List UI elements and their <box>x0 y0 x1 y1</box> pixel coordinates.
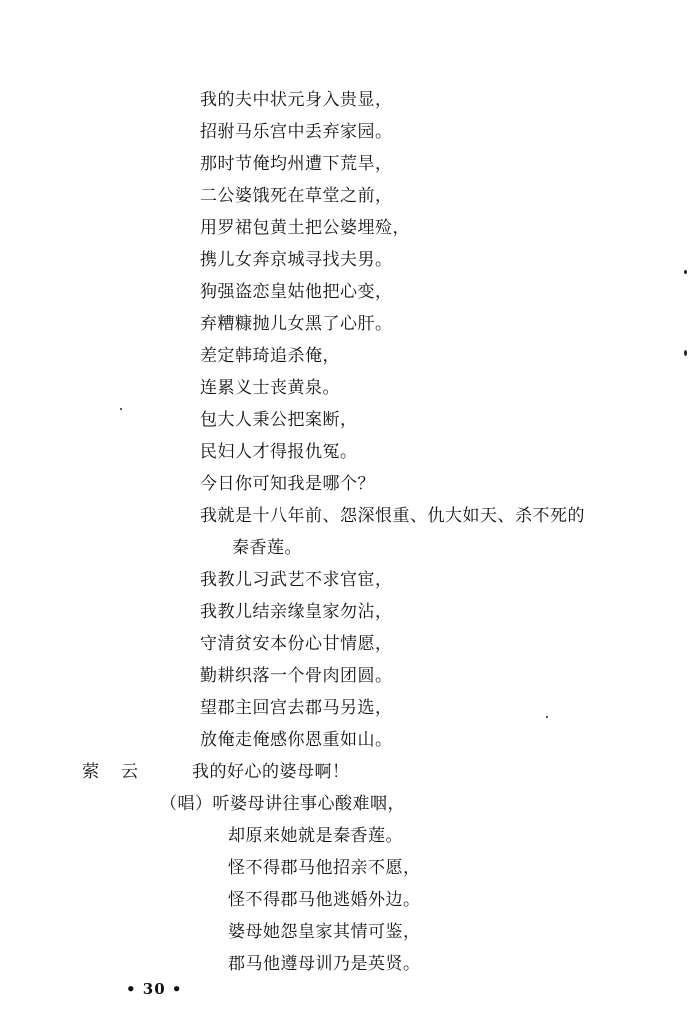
verse-line: 放俺走俺感你恩重如山。 <box>200 730 393 750</box>
sung-line <box>160 794 405 814</box>
verse-line: 却原来她就是秦香莲。 <box>228 826 403 846</box>
verse-line: 我的夫中状元身入贵显， <box>200 90 393 110</box>
verse-line: 那时节俺均州遭下荒旱， <box>200 154 393 174</box>
verse-line: 郡马他遵母训乃是英贤。 <box>228 954 421 974</box>
page-number: • 30 • <box>126 980 183 998</box>
verse-line: 二公婆饿死在草堂之前， <box>200 186 393 206</box>
verse-line: 民妇人才得报仇冤。 <box>200 442 358 462</box>
sung-marker: （唱） <box>160 794 213 814</box>
verse-line: 差定韩琦追杀俺， <box>200 346 340 366</box>
scan-speck <box>684 350 687 356</box>
verse-line: 婆母她怨皇家其情可鉴， <box>228 922 421 942</box>
verse-line: 携儿女奔京城寻找夫男。 <box>200 250 393 270</box>
verse-line: 今日你可知我是哪个？ <box>200 474 375 494</box>
scan-speck <box>684 270 687 274</box>
verse-line: 用罗裙包黄土把公婆埋殓， <box>200 218 410 238</box>
verse-line: 包大人秉公把案断， <box>200 410 358 430</box>
verse-line: 望郡主回宫去郡马另选， <box>200 698 393 718</box>
verse-line: 怪不得郡马他逃婚外边。 <box>228 890 421 910</box>
verse-line: 连累义士丧黄泉。 <box>200 378 340 398</box>
scan-speck <box>546 716 548 718</box>
scan-speck <box>120 408 122 410</box>
verse-line: 守清贫安本份心甘情愿， <box>200 634 393 654</box>
verse-line: 我就是十八年前、怨深恨重、仇大如天、杀不死的 <box>200 506 585 526</box>
verse-line: 我教儿结亲缘皇家勿沾， <box>200 602 393 622</box>
verse-line: 听婆母讲往事心酸难咽， <box>212 794 405 814</box>
verse-line: 怪不得郡马他招亲不愿， <box>228 858 421 878</box>
verse-line: 招驸马乐宫中丢弃家园。 <box>200 122 393 142</box>
verse-line-continuation: 秦香莲。 <box>232 538 302 558</box>
verse-line: 我教儿习武艺不求官宦， <box>200 570 393 590</box>
spoken-text: 我的好心的婆母啊！ <box>192 762 350 782</box>
dialogue-line <box>82 762 350 782</box>
verse-line: 弃糟糠抛儿女黑了心肝。 <box>200 314 393 334</box>
verse-line: 狗强盗恋皇姑他把心变， <box>200 282 393 302</box>
speaker-name: 萦云 <box>82 762 160 782</box>
verse-line: 勤耕织落一个骨肉团圆。 <box>200 666 393 686</box>
